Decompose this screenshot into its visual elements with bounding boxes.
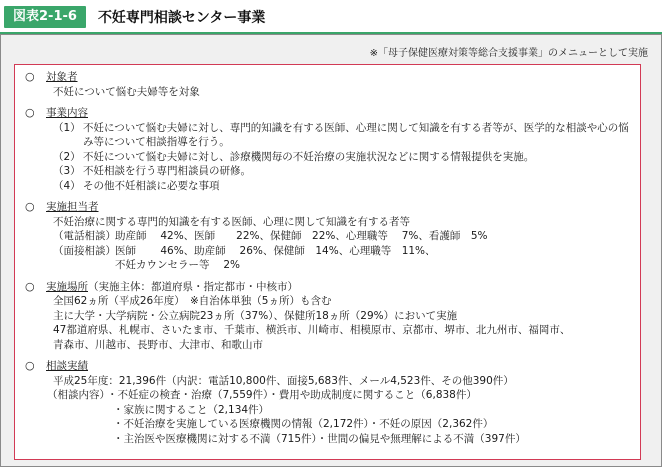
staff-phone-row: [25, 229, 632, 244]
row-label: （面接相談）: [53, 244, 116, 257]
figure-header: [0, 0, 662, 33]
section-places: [25, 280, 632, 353]
target-text: 不妊について悩む夫婦等を対象: [53, 85, 200, 98]
results-line: ・不妊症の検査・治療（7,559件）・費用や助成制度に関すること（6,838件）: [107, 389, 477, 401]
results-line: ・家族に関すること（2,134件）: [113, 403, 270, 416]
figure-label: 図表2-1-6: [4, 6, 86, 28]
row-label: （電話相談）: [53, 230, 116, 242]
circle-bullet-icon: ○: [25, 70, 35, 83]
item-text: 不妊について悩む夫婦に対し、専門的知識を有する医師、心理に関して知識を有する者等が、医学的な相談や心の悩み等について相談指導を行う。: [83, 121, 629, 148]
row-text: 助産師 42%、医師 22%、保健師 22%、心理職等 7%、看護師 5%: [115, 230, 488, 242]
circle-bullet-icon: ○: [25, 106, 35, 119]
figure-title: 不妊専門相談センター事業: [97, 9, 266, 26]
staff-face-row: [25, 244, 632, 259]
circle-bullet-icon: ○: [25, 200, 35, 213]
list-item: [25, 150, 632, 165]
item-number: （4）: [53, 179, 81, 192]
section-staff: [25, 200, 632, 273]
content-panel: [14, 64, 641, 460]
item-number: （1）: [53, 121, 81, 134]
section-results: [25, 359, 632, 446]
circle-bullet-icon: ○: [25, 279, 35, 293]
item-text: 不妊相談を行う専門相談員の研修。: [83, 165, 251, 177]
item-text: 不妊について悩む夫婦に対し、診療機関毎の不妊治療の実施状況などに関する情報提供を実施。: [83, 150, 535, 163]
footnote: ※「母子保健医療対策等総合支援事業」のメニューとして実施: [369, 48, 648, 59]
places-line: 主に大学・大学病院・公立病院23ヵ所（37%）、保健所18ヵ所（29%）において実施: [53, 309, 458, 322]
staff-intro: 不妊治療に関する専門的知識を有する医師、心理に関して知識を有する者等: [53, 215, 410, 228]
section-content: [25, 106, 632, 193]
section-target: [25, 70, 632, 99]
places-line: 青森市、川越市、長野市、大津市、和歌山市: [53, 338, 263, 351]
item-number: （2）: [53, 150, 81, 163]
item-number: （3）: [53, 165, 81, 177]
results-content-row: [25, 388, 632, 403]
section-title: 相談実績: [46, 360, 88, 372]
places-line: 全国62ヵ所（平成26年度） ※自治体単独（5ヵ所）も含む: [53, 295, 332, 307]
row-text: 医師 46%、助産師 26%、保健師 14%、心理職等 11%、: [115, 244, 436, 257]
section-title: 対象者: [46, 71, 78, 83]
results-line: ・不妊治療を実施している医療機関の情報（2,172件）・不妊の原因（2,362件）: [113, 418, 494, 430]
list-item: [25, 179, 632, 194]
row-label-spacer: [53, 258, 115, 273]
section-title: 実施場所: [46, 280, 88, 293]
circle-bullet-icon: ○: [25, 359, 35, 372]
list-item: [25, 164, 632, 179]
staff-face-row-cont: [25, 258, 632, 273]
row-label: （相談内容）: [47, 389, 110, 401]
section-title: 事業内容: [46, 107, 88, 119]
results-line: ・主治医や医療機関に対する不満（715件）・世間の偏見や無理解による不満（397件）: [113, 432, 526, 445]
list-item: [25, 121, 632, 150]
row-text: 不妊カウンセラー等 2%: [115, 259, 240, 271]
section-title: 実施担当者: [46, 201, 99, 213]
results-summary: 平成25年度：21,396件（内訳：電話10,800件、面接5,683件、メール4,523件、その他390件）: [53, 374, 514, 387]
places-line: 47都道府県、札幌市、さいたま市、千葉市、横浜市、川崎市、相模原市、京都市、堺市、北九州市、福岡市、: [53, 324, 571, 336]
section-title-rest: （実施主体：都道府県・指定都市・中核市）: [88, 280, 298, 293]
item-text: その他不妊相談に必要な事項: [83, 179, 220, 192]
